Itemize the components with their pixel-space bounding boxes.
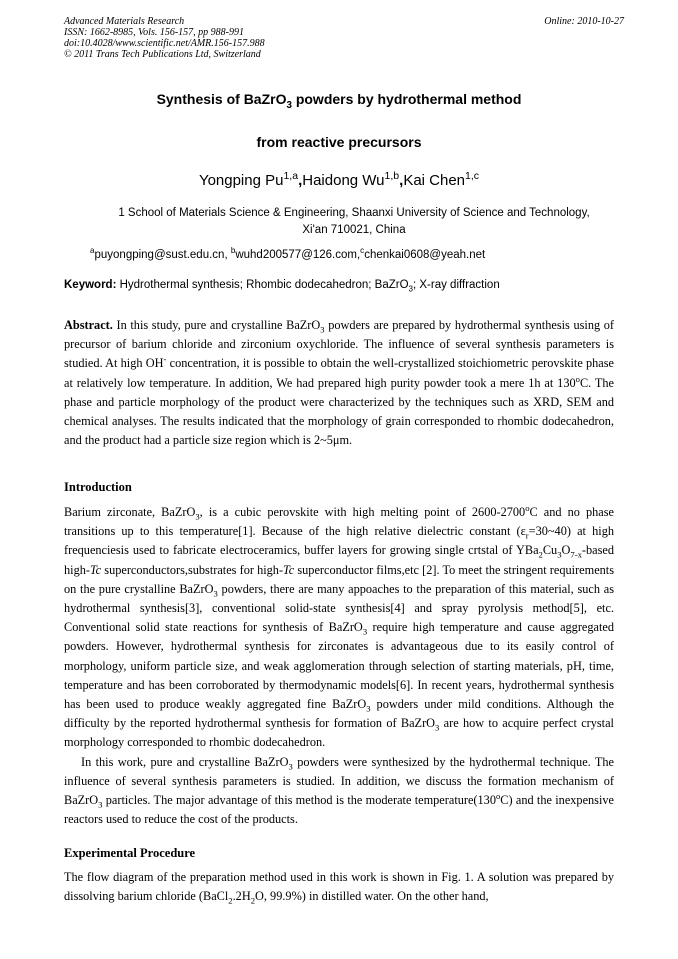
keywords: Keyword: Hydrothermal synthesis; Rhombic dodecahedron; BaZrO$_3$; X-ray diffraction (64, 279, 500, 294)
online-date: Online: 2010-10-27 (544, 16, 624, 27)
abstract-label: Abstract. (64, 318, 113, 332)
section-heading-experimental: Experimental Procedure (64, 846, 196, 860)
journal-name: Advanced Materials Research (64, 16, 185, 27)
journal-copyright: © 2011 Trans Tech Publications Ltd, Switzerland (64, 49, 261, 60)
affiliation-line2: Xi'an 710021, China (302, 224, 406, 236)
paper-title-line1: Synthesis of BaZrO$_3$ powders by hydrothermal method (156, 91, 522, 111)
paragraph: The flow diagram of the preparation method used in this work is shown in Fig. 1. A solution was prepared by dissolving barium chloride ($BaCl_2.2H_2O$, 99.9%) in distilled water. On the other hand, (64, 870, 614, 906)
author-emails: $^a$puyongping@sust.edu.cn, $^b$wuhd200577@126.com,$^c$chenkai0608@yeah.net (90, 246, 486, 261)
email-b[interactable]: wuhd200577@126.com, (235, 249, 361, 261)
email-a[interactable]: puyongping@sust.edu.cn, (94, 249, 228, 261)
section-heading-introduction: Introduction (64, 480, 132, 494)
journal-header (64, 16, 624, 60)
author-list: Yongping Pu$^{1,a}$,Haidong Wu$^{1,b}$,Kai Chen$^{1,c}$ (198, 170, 480, 189)
author-superscript: 1,c (465, 170, 480, 182)
author-superscript: 1,b (384, 170, 400, 182)
author-name: Haidong Wu (302, 172, 385, 189)
introduction-body (64, 503, 614, 829)
abstract: Abstract. In this study, pure and crystalline BaZrO$_3$ powders are prepared by hydrothermal synthesis using of precursor of barium chloride and zirconium oxychloride. The influence of several synthesis parameters is studied. At high OH- concentration, it is possible to obtain the well-crystallized stoichiometric perovskite phase at relatively low temperature. In addition, We had prepared high purity powder took a mere 1h at 130$^o$C. The phase and particle morphology of the product were characterized by the techniques such as XRD, SEM and chemical analyses. The results indicated that the morphology of grain corresponded to rhombic dodecahedron, and the product had a particle size region which is 2~5μm. (64, 318, 615, 448)
email-c[interactable]: chenkai0608@yeah.net (364, 249, 486, 261)
paper-title-line2: from reactive precursors (256, 134, 422, 150)
affiliation (90, 205, 618, 239)
experimental-body (64, 868, 614, 906)
affiliation-line1: 1 School of Materials Science & Engineering, Shaanxi University of Science and Technology, (118, 207, 590, 219)
journal-issn: ISSN: 1662-8985, Vols. 156-157, pp 988-991 (64, 27, 244, 38)
author-name: Kai Chen (403, 172, 466, 189)
paragraph: Barium zirconate, BaZrO$_3$, is a cubic perovskite with high melting point of 2600-2700$^o$C and no phase transitions up to this temperature[1]. Because of the high relative dielectric constant $(\varepsilon_r=30\sim 40)$ at high frequenciesis used to fabricate electroceramics, buffer layers for growing single crtstal of $YBa_2Cu_3O_{7-x}$-based high-Tc superconductors,substrates for high-Tc superconductor films,etc [2]. To meet the stringent requirements on the pure crystalline BaZrO$_3$ powders, there are many appoaches to the preparation of this material, such as hydrothermal synthesis[3], conventional solid-state synthesis[4] and spray pyrolysis method[5], etc. Conventional solid state reactions for synthesis of BaZrO$_3$ require high temperature and cause aggregated powders. However, hydrothermal synthesis for zirconates is advantageous due to its easily control of morphology, uniform particle size, and weak agglomeration through selection of starting materials, pH, time, temperature and has been corroborated by thermodynamic models[6]. In recent years, hydrothermal synthesis has been used to produce weakly aggregated fine BaZrO$_3$ powders under mild conditions. Although the difficulty by the reported hydrothermal synthesis for formation of BaZrO$_3$ are how to acquire perfect crystal morphology corresponded to rhombic dodecahedron. (64, 502, 615, 750)
journal-doi: doi:10.4028/www.scientific.net/AMR.156-157.988 (64, 38, 265, 49)
author-superscript: 1,a (283, 170, 299, 182)
keywords-label: Keyword: (64, 279, 117, 291)
paragraph: In this work, pure and crystalline BaZrO$_3$ powders were synthesized by the hydrothermal technique. The influence of several synthesis parameters is studied. In addition, we discuss the formation mechanism of BaZrO$_3$ particles. The major advantage of this method is the moderate temperature(130$^o$C) and the inexpensive reactors used to reduce the cost of the products. (64, 754, 614, 827)
author-name: Yongping Pu (198, 172, 284, 189)
